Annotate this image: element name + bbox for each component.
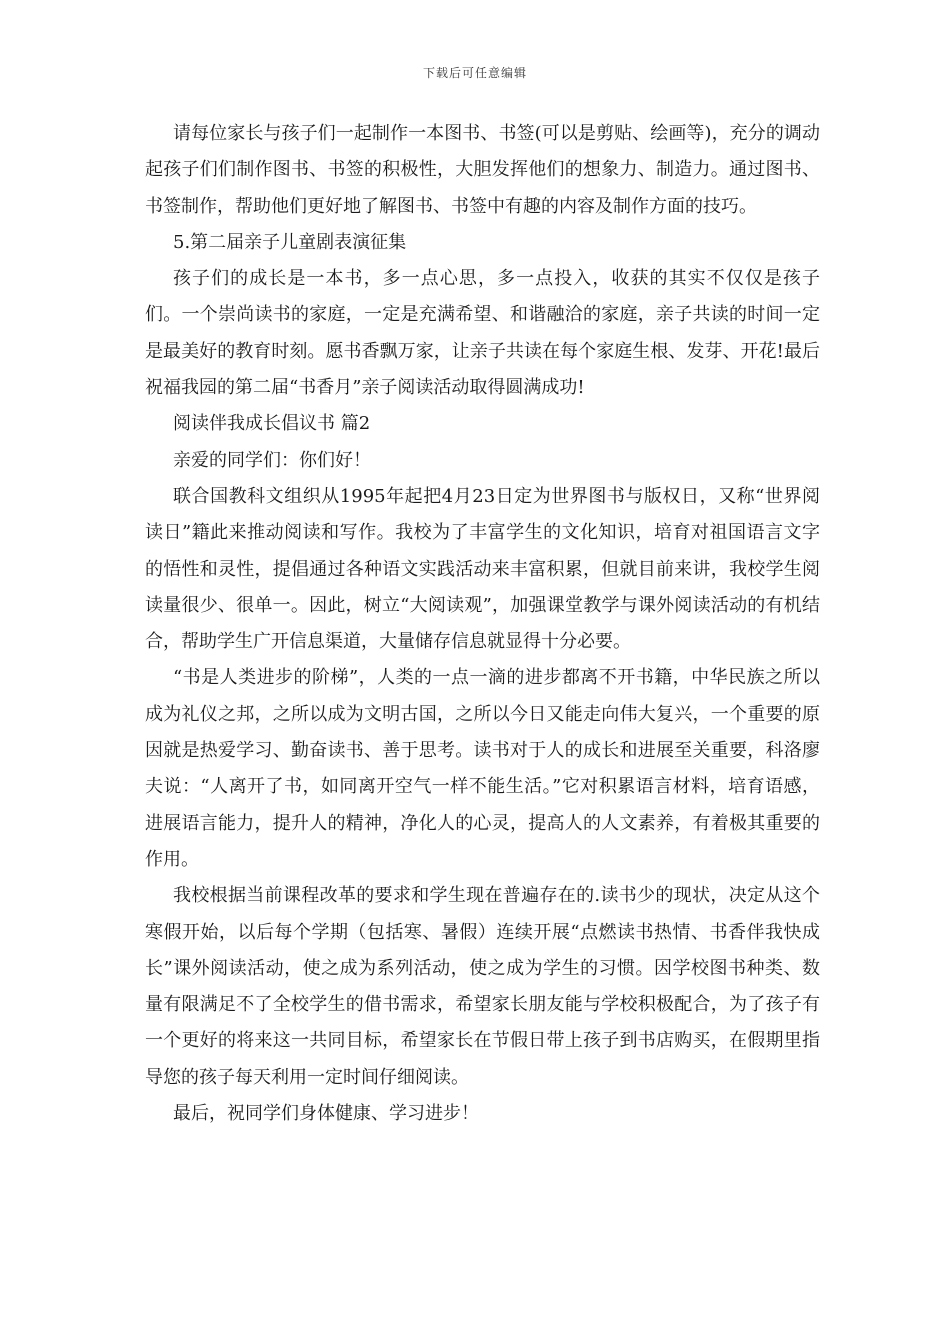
section-heading-drama: 5.第二届亲子儿童剧表演征集 xyxy=(173,231,407,253)
paragraph-book-ladder: “书是人类进步的阶梯”，人类的一点一滴的进步都离不开书籍，中华民族之所以成为礼仪之邦，之所以成为文明古国，之所以今日又能走向伟大复兴，一个重要的原因就是热爱学习、勤奋读书、善于思考。读书对于人的成长和进展至关重要，科洛廖夫说：“人离开了书，如同离开空气一样不能生活。”它对积累语言材料，培育语感，进展语言能力，提升人的精神，净化人的心灵，提高人的人文素养，有着极其重要的作用。 xyxy=(145,667,820,870)
paragraph-growth: 孩子们的成长是一本书，多一点心思，多一点投入，收获的其实不仅仅是孩子们。一个崇尚读书的家庭，一定是充满希望、和谐融洽的家庭，亲子共读的时间一定是最美好的教育时刻。愿书香飘万家，让亲子共读在每个家庭生根、发芽、开花!最后祝福我园的第二届“书香月”亲子阅读活动取得圆满成功! xyxy=(145,268,820,399)
paragraph-reading-day: 联合国教科文组织从1995年起把4月23日定为世界图书与版权日，又称“世界阅读日”籍此来推动阅读和写作。我校为了丰富学生的文化知识，培育对祖国语言文字的悟性和灵性，提倡通过各种语文实践活动来丰富积累，但就目前来讲，我校学生阅读量很少、很单一。因此，树立“大阅读观”，加强课堂教学与课外阅读活动的有机结合，帮助学生广开信息渠道，大量储存信息就显得十分必要。 xyxy=(145,485,820,653)
page-header: 下载后可任意编辑 xyxy=(422,66,527,80)
section-title-proposal: 阅读伴我成长倡议书 篇2 xyxy=(173,413,371,435)
closing: 最后，祝同学们身体健康、学习进步！ xyxy=(173,1103,479,1125)
greeting: 亲爱的同学们：你们好！ xyxy=(173,449,371,471)
paragraph-bookmaking: 请每位家长与孩子们一起制作一本图书、书签(可以是剪贴、绘画等)，充分的调动起孩子们们制作图书、书签的积极性，大胆发挥他们的想象力、制造力。通过图书、书签制作，帮助他们更好地了解图书、书签中有趣的内容及制作方面的技巧。 xyxy=(145,123,820,217)
document-body xyxy=(145,116,820,1132)
paragraph-activity: 我校根据当前课程改革的要求和学生现在普遍存在的.读书少的现状，决定从这个寒假开始，以后每个学期（包括寒、暑假）连续开展“点燃读书热情、书香伴我快成长”课外阅读活动，使之成为系列活动，使之成为学生的习惯。因学校图书种类、数量有限满足不了全校学生的借书需求，希望家长朋友能与学校积极配合，为了孩子有一个更好的将来这一共同目标，希望家长在节假日带上孩子到书店购买，在假期里指导您的孩子每天利用一定时间仔细阅读。 xyxy=(145,885,820,1088)
